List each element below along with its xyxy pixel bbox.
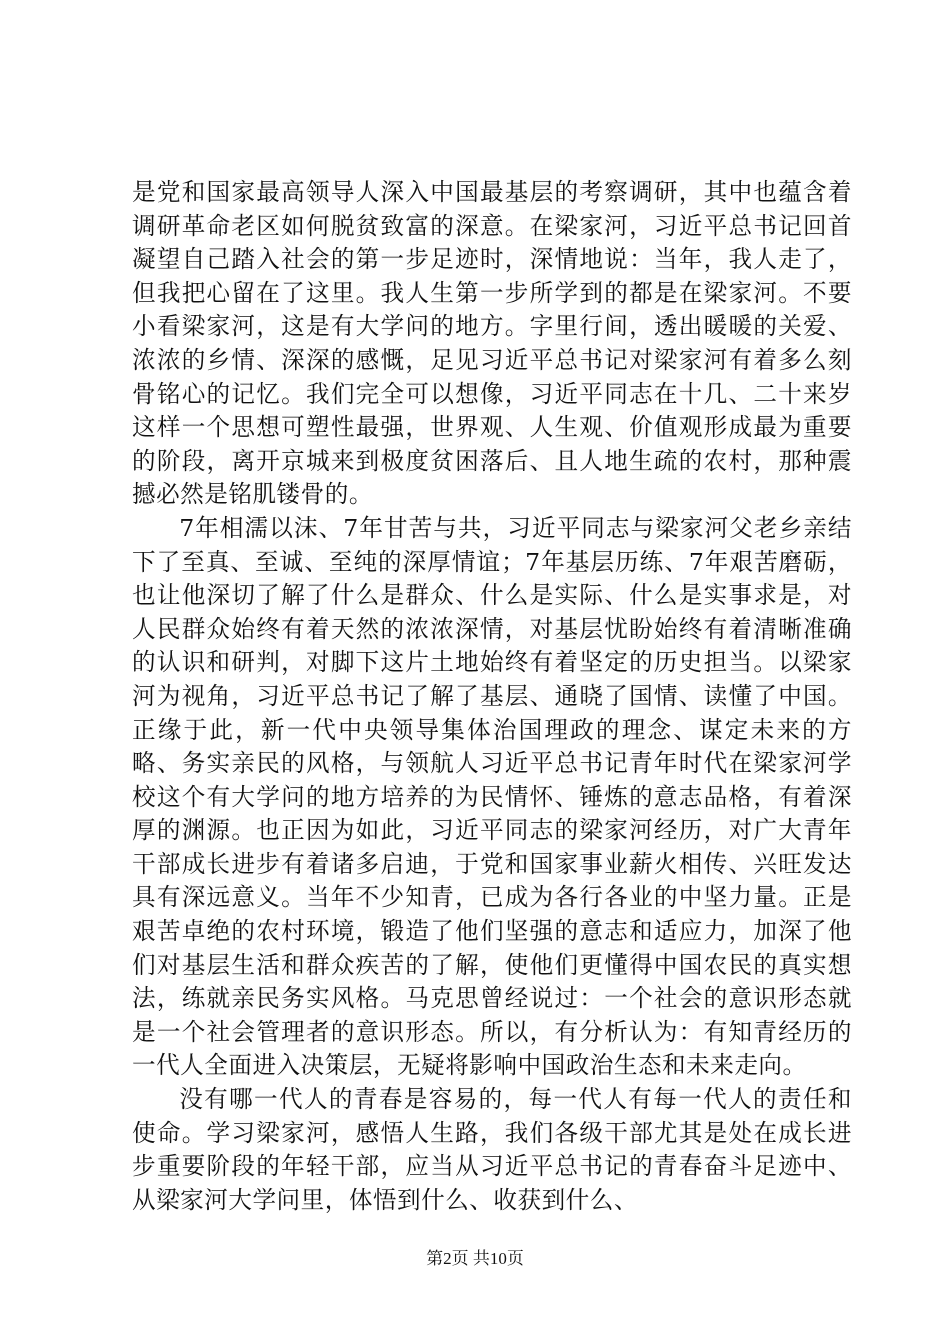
document-body bbox=[132, 176, 852, 1217]
paragraph-1: 是党和国家最高领导人深入中国最基层的考察调研，其中也蕴含着调研革命老区如何脱贫致富的深意。在梁家河，习近平总书记回首凝望自己踏入社会的第一步足迹时，深情地说：当年，我人走了，但我把心留在了这里。我人生第一步所学到的都是在梁家河。不要小看梁家河，这是有大学问的地方。字里行间，透出暖暖的关爱、浓浓的乡情、深深的感慨，足见习近平总书记对梁家河有着多么刻骨铭心的记忆。我们完全可以想像，习近平同志在十几、二十来岁这样一个思想可塑性最强，世界观、人生观、价值观形成最为重要的阶段，离开京城来到极度贫困落后、且人地生疏的农村，那种震撼必然是铭肌镂骨的。 bbox=[132, 178, 852, 509]
paragraph-3: 没有哪一代人的青春是容易的，每一代人有每一代人的责任和使命。学习梁家河，感悟人生路，我们各级干部尤其是处在成长进步重要阶段的年轻干部，应当从习近平总书记的青春奋斗足迹中、从梁家河大学问里，体悟到什么、收获到什么、 bbox=[132, 1085, 852, 1214]
paragraph-2: 7年相濡以沫、7年甘苦与共，习近平同志与梁家河父老乡亲结下了至真、至诚、至纯的深厚情谊；7年基层历练、7年艰苦磨砺，也让他深切了解了什么是群众、什么是实际、什么是实事求是，对人民群众始终有着天然的浓浓深情，对基层忧盼始终有着清晰准确的认识和研判，对脚下这片土地始终有着坚定的历史担当。以梁家河为视角，习近平总书记了解了基层、通晓了国情、读懂了中国。正缘于此，新一代中央领导集体治国理政的理念、谋定未来的方略、务实亲民的风格，与领航人习近平总书记青年时代在梁家河学校这个有大学问的地方培养的为民情怀、锤炼的意志品格，有着深厚的渊源。也正因为如此，习近平同志的梁家河经历，对广大青年干部成长进步有着诸多启迪，于党和国家事业薪火相传、兴旺发达具有深远意义。当年不少知青，已成为各行各业的中坚力量。正是艰苦卓绝的农村环境，锻造了他们坚强的意志和适应力，加深了他们对基层生活和群众疾苦的了解，使他们更懂得中国农民的真实想法，练就亲民务实风格。马克思曾经说过：一个社会的意识形态就是一个社会管理者的意识形态。所以，有分析认为：有知青经历的一代人全面进入决策层，无疑将影响中国政治生态和未来走向。 bbox=[132, 513, 852, 1080]
page-footer bbox=[0, 1244, 950, 1269]
page-number-label: 第2页 共10页 bbox=[426, 1249, 524, 1268]
